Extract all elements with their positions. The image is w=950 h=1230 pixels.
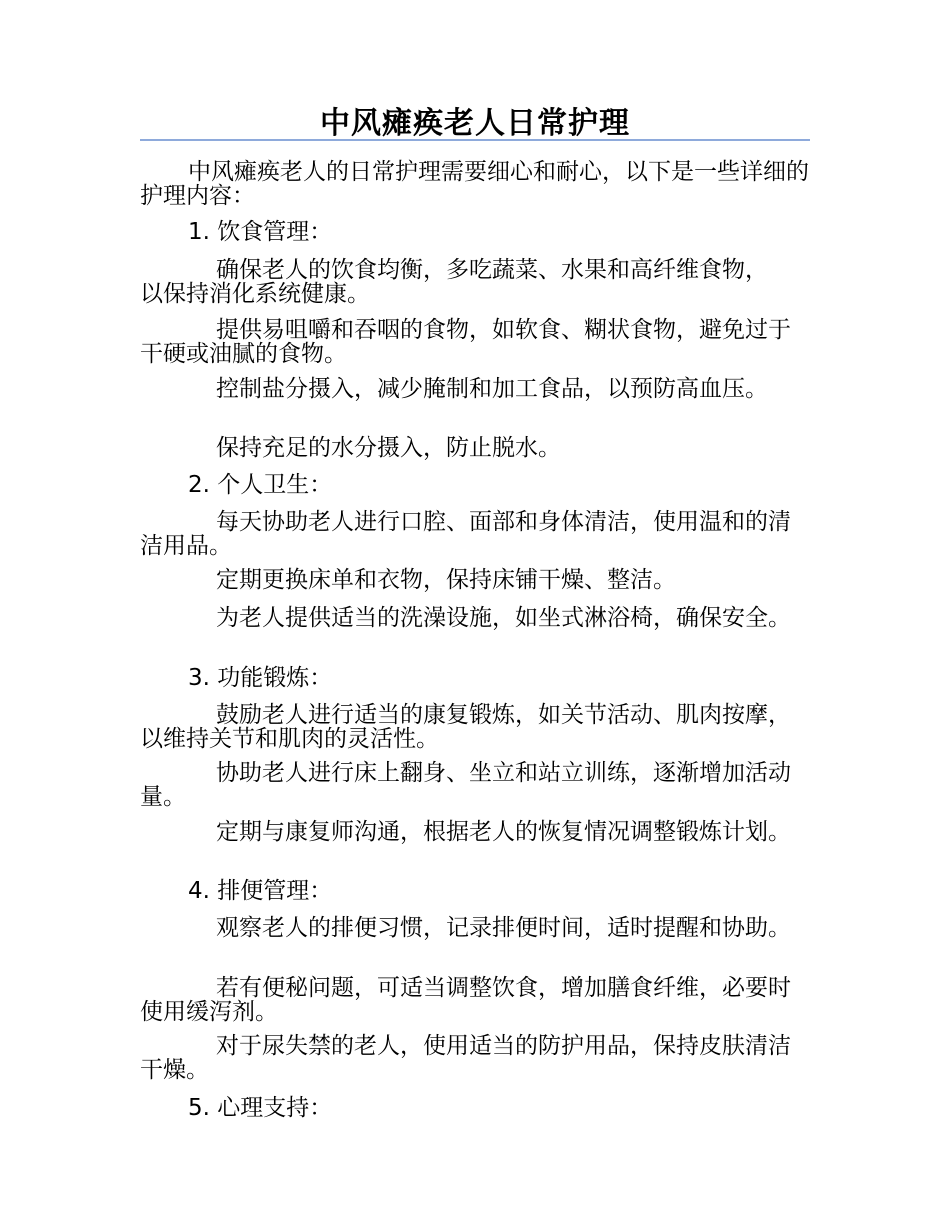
section-heading-diet: 1. 饮食管理： <box>188 219 333 245</box>
list-item: 若有便秘问题，可适当调整饮食，增加膳食纤维，必要时使用缓泻剂。 <box>140 975 791 1025</box>
section-heading-bowel: 4. 排便管理： <box>188 878 333 904</box>
section-heading-psychological: 5. 心理支持： <box>188 1095 333 1121</box>
list-item: 鼓励老人进行适当的康复锻炼，如关节活动、肌肉按摩，以维持关节和肌肉的灵活性。 <box>140 702 791 752</box>
list-item: 提供易咀嚼和吞咽的食物，如软食、糊状食物，避免过于干硬或油腻的食物。 <box>140 317 791 367</box>
intro-paragraph: 中风瘫痪老人的日常护理需要细心和耐心，以下是一些详细的护理内容： <box>140 159 809 209</box>
list-item: 协助老人进行床上翻身、坐立和站立训练，逐渐增加活动量。 <box>140 760 791 810</box>
page-title: 中风瘫痪老人日常护理 <box>320 106 630 141</box>
list-item: 定期更换床单和衣物，保持床铺干燥、整洁。 <box>216 567 676 593</box>
list-item: 为老人提供适当的洗澡设施，如坐式淋浴椅，确保安全。 <box>216 605 791 631</box>
list-item: 观察老人的排便习惯，记录排便时间，适时提醒和协助。 <box>216 915 791 941</box>
title-underline <box>140 139 810 141</box>
list-item: 每天协助老人进行口腔、面部和身体清洁，使用温和的清洁用品。 <box>140 509 791 559</box>
list-item: 定期与康复师沟通，根据老人的恢复情况调整锻炼计划。 <box>216 819 791 845</box>
list-item: 对于尿失禁的老人，使用适当的防护用品，保持皮肤清洁干燥。 <box>140 1033 791 1083</box>
list-item: 保持充足的水分摄入，防止脱水。 <box>216 435 561 461</box>
section-heading-exercise: 3. 功能锻炼： <box>188 665 333 691</box>
section-heading-hygiene: 2. 个人卫生： <box>188 472 333 498</box>
list-item: 控制盐分摄入，减少腌制和加工食品，以预防高血压。 <box>216 376 768 402</box>
list-item: 确保老人的饮食均衡，多吃蔬菜、水果和高纤维食物，以保持消化系统健康。 <box>140 257 768 307</box>
